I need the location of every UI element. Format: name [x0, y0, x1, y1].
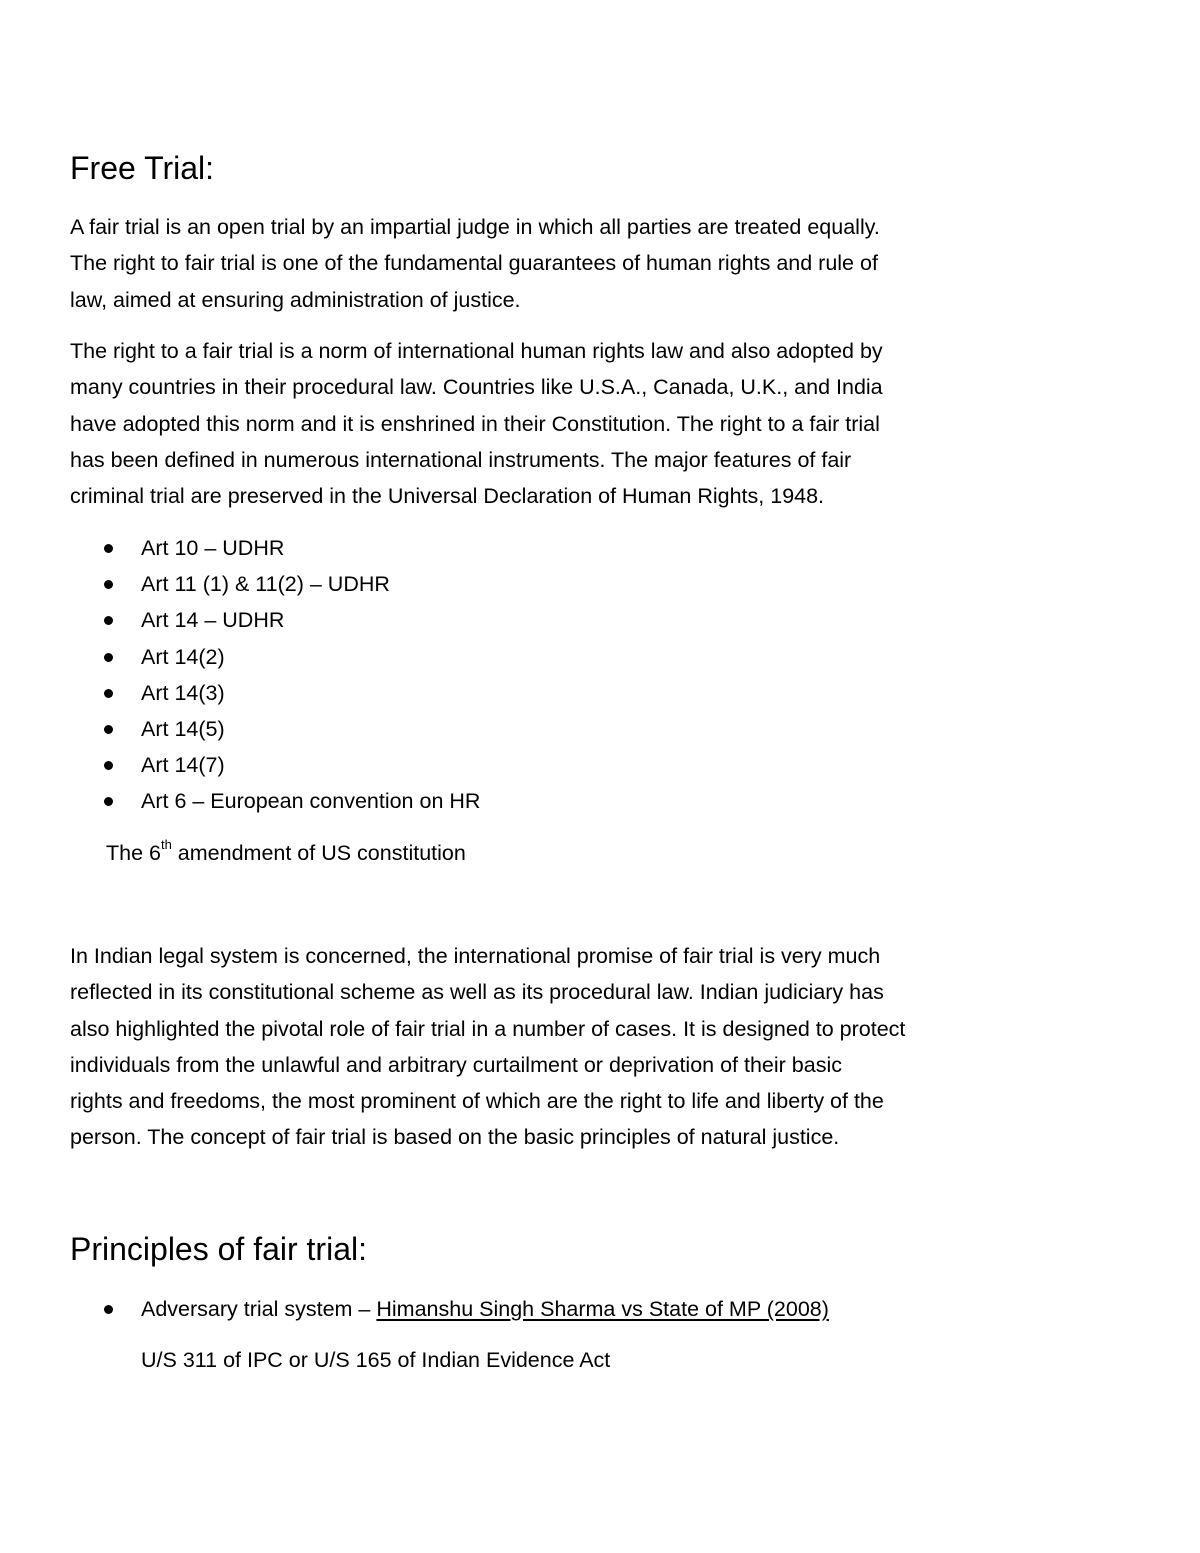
norm-line: criminal trial are preserved in the Universal Declaration of Human Rights, 1948. [70, 484, 825, 509]
intro-line: A fair trial is an open trial by an impartial judge in which all parties are treated equally. [70, 215, 880, 239]
list-item [0, 783, 480, 819]
bullet-icon [104, 797, 113, 806]
norm-line: many countries in their procedural law. Countries like U.S.A., Canada, U.K., and India [70, 375, 883, 400]
bullet-icon [104, 689, 113, 698]
list-item [0, 530, 480, 566]
article-label: Art 6 – European convention on HR [141, 789, 481, 814]
article-label: Art 11 (1) & 11(2) – UDHR [141, 572, 390, 597]
amendment-prefix: The 6 [106, 841, 161, 865]
amendment-line [106, 835, 466, 871]
bullet-icon [104, 580, 113, 589]
bullet-icon [104, 761, 113, 770]
article-label: Art 14 – UDHR [141, 608, 285, 633]
case-citation: Himanshu Singh Sharma vs State of MP (2008) [376, 1297, 829, 1321]
section-reference: U/S 311 of IPC or U/S 165 of Indian Evidence Act [141, 1348, 611, 1372]
bullet-icon [104, 1305, 113, 1314]
amendment-suffix: amendment of US constitution [171, 841, 466, 865]
intro-line: The right to fair trial is one of the fundamental guarantees of human rights and rule of [70, 251, 878, 276]
list-item [0, 639, 480, 675]
list-item [0, 711, 480, 747]
intro-line: law, aimed at ensuring administration of justice. [70, 287, 521, 312]
article-label: Art 14(5) [141, 717, 225, 742]
principles-heading: Principles of fair trial: [70, 1231, 367, 1267]
principles-list [0, 1291, 829, 1327]
india-line: rights and freedoms, the most prominent of which are the right to life and liberty of the [70, 1089, 884, 1114]
bullet-icon [104, 653, 113, 662]
india-line: individuals from the unlawful and arbitrary curtailment or deprivation of their basic [70, 1052, 842, 1077]
list-item [0, 675, 480, 711]
india-line: In Indian legal system is concerned, the international promise of fair trial is very much [70, 944, 881, 968]
india-paragraph [70, 938, 1070, 1156]
article-label: Art 14(7) [141, 753, 225, 778]
norm-line: have adopted this norm and it is enshrined in their Constitution. The right to a fair trial [70, 411, 880, 436]
free-trial-heading: Free Trial: [70, 150, 215, 186]
list-item [0, 1291, 829, 1327]
bullet-icon [104, 725, 113, 734]
list-item [0, 747, 480, 783]
articles-list [0, 530, 480, 820]
india-line: also highlighted the pivotal role of fair trial in a number of cases. It is designed to protect [70, 1016, 906, 1041]
list-item [0, 566, 480, 602]
intro-paragraph [70, 209, 1070, 318]
article-label: Art 14(2) [141, 644, 225, 669]
india-line: person. The concept of fair trial is based on the basic principles of natural justice. [70, 1125, 840, 1150]
article-label: Art 10 – UDHR [141, 536, 285, 560]
article-label: Art 14(3) [141, 680, 225, 705]
norm-paragraph [70, 333, 1070, 514]
list-item [0, 602, 480, 638]
bullet-icon [104, 544, 113, 553]
bullet-icon [104, 616, 113, 625]
principle-label: Adversary trial system – [141, 1297, 377, 1321]
india-line: reflected in its constitutional scheme as well as its procedural law. Indian judiciary has [70, 980, 884, 1005]
norm-line: has been defined in numerous international instruments. The major features of fair [70, 447, 852, 472]
norm-line: The right to a fair trial is a norm of international human rights law and also adopted by [70, 339, 883, 363]
ordinal-suffix: th [160, 836, 172, 852]
